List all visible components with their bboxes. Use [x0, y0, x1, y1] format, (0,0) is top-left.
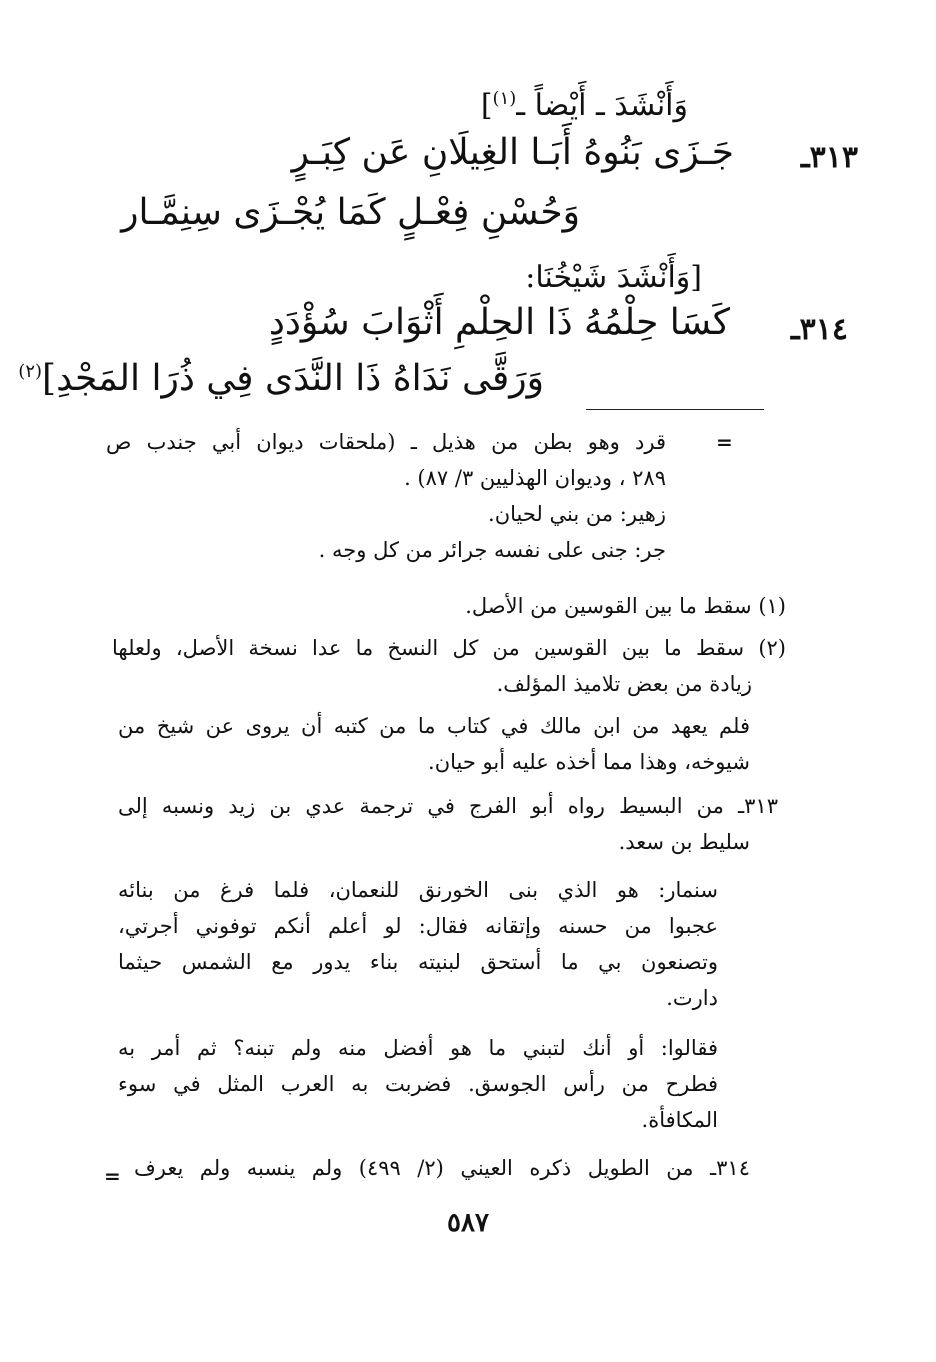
note-313-sinimmar [118, 872, 718, 1016]
footnote-2-line-1: (٢) سقط ما بين القوسين من كل النسخ ما عدا نسخة الأصل، ولعلها [112, 636, 786, 660]
footnote-2-p2-line-1: فلم يعهد من ابن مالك في كتاب ما من كتبه أن يروى عن شيخ من [118, 714, 750, 738]
note-313-p2-line-1: سنمار: هو الذي بنى الخورنق للنعمان، فلما فرغ من بنائه [118, 878, 718, 902]
note-313 [118, 788, 778, 860]
note-313-p2-line-3: وتصنعون بي ما أستحق لبنيته بناء يدور مع الشمس حيثما [118, 950, 718, 974]
footnote-separator [586, 409, 764, 410]
footnote-2-p2-line-2: شيوخه، وهذا مما أخذه عليه أبو حيان. [428, 750, 750, 774]
note-313-line-1: ٣١٣ـ من البسيط رواه أبو الفرج في ترجمة عدي بن زيد ونسبه إلى [118, 794, 778, 818]
continuation-line-3: زهير: من بني لحيان. [488, 502, 666, 526]
note-313-p2-line-4: دارت. [666, 986, 718, 1010]
footnote-1-text: (١) سقط ما بين القوسين من الأصل. [465, 594, 786, 618]
heading-1-bracket: ] [480, 88, 493, 123]
verse-313-line-2: وَحُسْنِ فِعْـلٍ كَمَا يُجْـزَى سِنِمَّـار [121, 192, 580, 233]
verse-314-line-2 [18, 358, 544, 399]
verse-314-number: ٣١٤ـ [790, 312, 848, 347]
verse-314-footnote-ref: (٢) [18, 361, 43, 382]
footnote-2-paragraph-2 [118, 708, 750, 780]
verse-314-line-2-text: وَرَقَّى نَدَاهُ ذَا النَّدَى فِي ذُرَا المَجْدِ] [42, 358, 544, 399]
note-313-p2-line-2: عجبوا من حسنه وإتقانه فقال: لو أعلم أنكم توفوني أجرتي، [118, 914, 718, 938]
heading-1-footnote-ref: (١) [492, 88, 517, 109]
poem-heading-1 [481, 88, 688, 123]
footnote-1 [96, 588, 786, 624]
footnote-2 [112, 630, 786, 702]
footnote-2-line-2: زيادة من بعض تلاميذ المؤلف. [496, 672, 752, 696]
note-314 [134, 1150, 750, 1186]
note-313-p3-line-2: فطرح من رأس الجوسق. فضربت به العرب المثل في سوء [118, 1072, 718, 1096]
continuation-line-2: ٢٨٩ ، وديوان الهذليين ٣/ ٨٧) . [404, 466, 666, 490]
page-number: ٥٨٧ [447, 1208, 489, 1238]
note-313-p3-line-3: المكافأة. [641, 1108, 718, 1132]
note-314-continuation-marker: = [104, 1164, 121, 1188]
note-314-line-1: ٣١٤ـ من الطويل ذكره العيني (٢/ ٤٩٩) ولم ينسبه ولم يعرف [134, 1156, 750, 1180]
verse-313-number: ٣١٣ـ [800, 140, 858, 175]
continuation-line-1: قرد وهو بطن من هذيل ـ (ملحقات ديوان أبي جندب ص [106, 430, 666, 454]
poem-heading-2: [وَأَنْشَدَ شَيْخُنَا: [525, 260, 702, 295]
note-313-p3-line-1: فقالوا: أو أنك لتبني ما هو أفضل منه ولم تبنه؟ ثم أمر به [118, 1036, 718, 1060]
verse-313-line-1: جَـزَى بَنُوهُ أَبَـا الغِيلَانِ عَن كِبَـرٍ [291, 132, 734, 173]
continuation-line-4: جر: جنى على نفسه جرائر من كل وجه . [318, 538, 666, 562]
continuation-note [106, 424, 666, 568]
heading-1-text: وَأَنْشَدَ ـ أَيْضاً ـ [516, 88, 688, 123]
note-313-story [118, 1030, 718, 1138]
note-313-line-2: سليط بن سعد. [618, 830, 750, 854]
verse-314-line-1: كَسَا حِلْمُهُ ذَا الحِلْمِ أَثْوَابَ سُؤْدَدٍ [268, 302, 730, 343]
continuation-marker: = [716, 430, 733, 454]
